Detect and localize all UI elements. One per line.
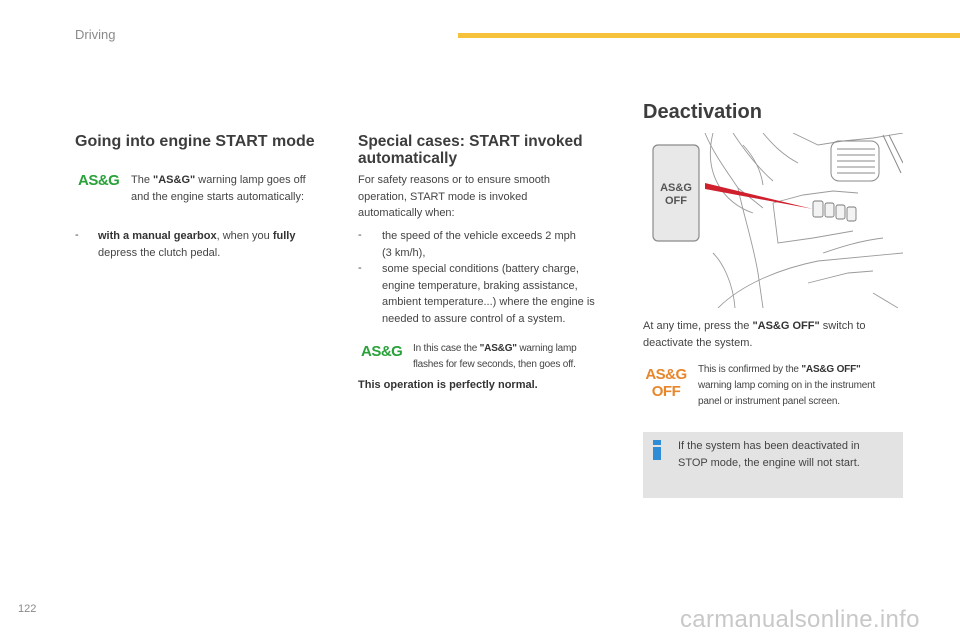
col3-press-instruction: At any time, press the "AS&G OFF" switch to deactivate the system. [643,320,866,349]
heading-deactivation: Deactivation [643,101,762,123]
asg-warning-lamp-icon: AS&G [361,343,403,360]
col2-item-conditions: some special conditions (battery charge, engine temperature, braking assistance, ambient temperature...) where the engine is needed to assure control of a system. [382,263,595,325]
col2-intro: For safety reasons or to ensure smooth operation, START mode is invoked automatically when: [358,174,550,219]
info-note-text: If the system has been deactivated in STOP mode, the engine will not start. [678,440,860,469]
switch-label-line2: OFF [665,195,687,207]
list-dash: - [358,229,362,241]
dashboard-illustration [643,133,903,308]
heading-special-cases: Special cases: START invoked automatically [358,133,583,167]
bullet-dash: - [75,229,79,241]
col3-confirmation: This is confirmed by the "AS&G OFF" warning lamp coming on in the instrument panel or instrument panel screen. [698,364,876,407]
col1-intro: The "AS&G" warning lamp goes off and the engine starts automatically: [131,174,306,203]
heading-engine-start-mode: Going into engine START mode [75,133,315,150]
info-icon [653,440,661,460]
page-section-title: Driving [75,27,116,42]
watermark-text: carmanualsonline.info [680,606,920,633]
asg-off-warning-lamp-icon: AS&G OFF [645,366,687,400]
asg-warning-lamp-icon: AS&G [78,172,120,189]
col2-lamp-note: In this case the "AS&G" warning lamp flashes for few seconds, then goes off. [413,343,577,370]
col2-item-speed: the speed of the vehicle exceeds 2 mph (3 km/h), [382,230,576,259]
col1-bullet-manual-gearbox: with a manual gearbox, when you fully depress the clutch pedal. [98,230,296,259]
list-dash: - [358,262,362,274]
header-accent-bar [458,33,960,38]
dashboard-switch-drawing [643,133,903,308]
page-number: 122 [18,603,37,615]
switch-label-line1: AS&G [660,182,692,194]
col2-closing: This operation is perfectly normal. [358,379,538,391]
